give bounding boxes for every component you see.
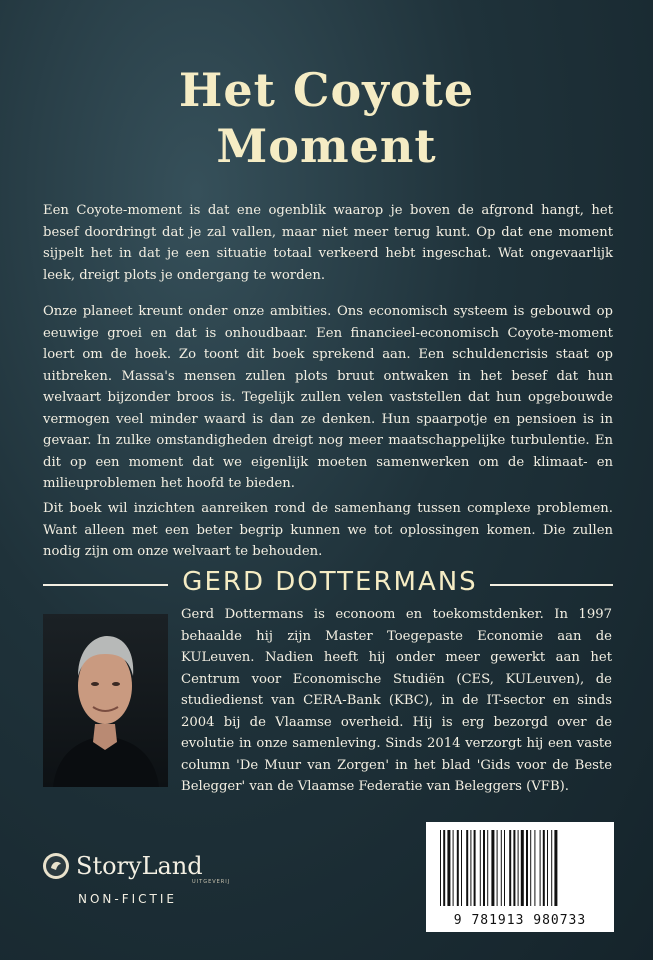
author-photo bbox=[43, 614, 168, 787]
barcode-bar bbox=[526, 830, 528, 906]
barcode-bar bbox=[487, 830, 488, 906]
barcode-bar bbox=[521, 830, 524, 906]
title-line-1: Het Coyote bbox=[178, 63, 475, 117]
barcode-bar bbox=[547, 830, 548, 906]
divider-left bbox=[43, 584, 168, 586]
publisher-subtitle: UITGEVERIJ bbox=[192, 879, 231, 885]
barcode-bar bbox=[457, 830, 459, 906]
barcode-bar bbox=[497, 830, 498, 906]
book-title bbox=[0, 62, 653, 174]
isbn-number: 9 781913 980733 bbox=[453, 913, 587, 928]
barcode-bar bbox=[543, 830, 545, 906]
barcode-bar bbox=[530, 830, 531, 906]
barcode-bar bbox=[466, 830, 468, 906]
barcode-bars bbox=[426, 822, 614, 910]
barcode-bar bbox=[513, 830, 515, 906]
genre-label: NON-FICTIE bbox=[78, 892, 177, 906]
divider-right bbox=[490, 584, 613, 586]
barcode-bar bbox=[483, 830, 485, 906]
blurb-paragraph-2: Onze planeet kreunt onder onze ambities. Ons economisch systeem is gebouwd op eeuwige groei en dat is onhoudbaar. Een financieel-economisch Coyote-moment loert om de hoek. Zo toont dit boek sprekend aan. Een schuldencrisis staat op uitbreken. Massa's mensen zullen plots bruut ontwaken in het besef dat hun welvaart bijzonder broos is. Tegelijk zullen velen vaststellen dat hun opgebouwde vermogen veel minder waard is dan ze denken. Hun spaarpotje en pensioen is in gevaar. In zulke omstandigheden dreigt nog meer maatschappelijke turbulentie. En dit op een moment dat we eigenlijk moeten samenwerken om de klimaat- en milieuproblemen het hoofd te bieden. bbox=[43, 304, 613, 491]
barcode-bar bbox=[534, 830, 535, 906]
author-bio: Gerd Dottermans is econoom en toekomstdenker. In 1997 behaalde hij zijn Master Toegepaste Economie aan de KULeuven. Nadien heeft hij onder meer gewerkt aan het Centrum voor Economische Studiën (CES, KULeuven), de studiedienst van CERA-Bank (KBC), in de IT-sector en sinds 2004 bij de Vlaamse overheid. Hij is erg bezorgd over de evolutie in onze samenleving. Sinds 2014 verzorgt hij een vaste column 'De Muur van Zorgen' in het blad 'Gids voor de Beste Belegger' van de Vlaamse Federatie van Beleggers (VFB). bbox=[181, 607, 612, 794]
barcode-bar bbox=[540, 830, 541, 906]
barcode-bar bbox=[491, 830, 494, 906]
barcode-bar bbox=[440, 830, 441, 906]
barcode-bar bbox=[480, 830, 481, 906]
barcode-bar bbox=[509, 830, 511, 906]
publisher-name: StoryLand bbox=[76, 852, 203, 880]
barcode-bar bbox=[447, 830, 450, 906]
publisher-emblem-icon bbox=[42, 852, 70, 880]
barcode-bar bbox=[518, 830, 519, 906]
barcode-bar bbox=[474, 830, 476, 906]
barcode-bar bbox=[461, 830, 462, 906]
barcode-bar bbox=[551, 830, 552, 906]
isbn-barcode bbox=[426, 822, 614, 932]
author-heading: GERD DOTTERMANS bbox=[182, 567, 478, 597]
barcode-bar bbox=[501, 830, 502, 906]
blurb-paragraph-1: Een Coyote-moment is dat ene ogenblik waarop je boven de afgrond hangt, het besef doordringt dat je zal vallen, maar niet meer terug kunt. Op dat ene moment sijpelt het in dat je een situatie totaal verkeerd hebt ingeschat. Wat ongevaarlijk leek, dreigt plots je ondergang te worden. bbox=[43, 203, 613, 283]
publisher-logo bbox=[42, 852, 231, 885]
title-line-2: Moment bbox=[216, 119, 437, 173]
barcode-bar bbox=[504, 830, 505, 906]
barcode-bar bbox=[443, 830, 445, 906]
barcode-bar bbox=[554, 830, 557, 906]
barcode-bar bbox=[470, 830, 471, 906]
barcode-bar bbox=[453, 830, 454, 906]
blurb-paragraph-3: Dit boek wil inzichten aanreiken rond de samenhang tussen complexe problemen. Want alleen met een beter begrip kunnen we tot oplossingen komen. Die zullen nodig zijn om onze welvaart te behouden. bbox=[43, 501, 613, 559]
